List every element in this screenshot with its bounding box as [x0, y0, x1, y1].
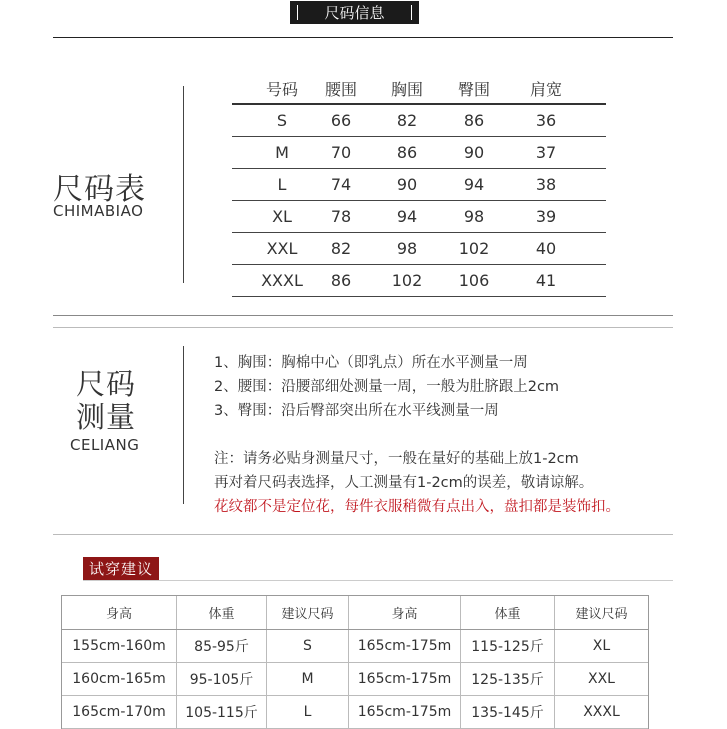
measure-title-line1: 尺码 [76, 367, 137, 401]
table-cell: 135-145斤 [460, 696, 554, 728]
table-header-cell: 体重 [176, 596, 266, 629]
table-cell: 36 [535, 111, 557, 130]
table-cell: 125-135斤 [460, 663, 554, 695]
table-row [232, 201, 606, 233]
table-cell: 160cm-165m [72, 671, 166, 687]
table-row [62, 630, 648, 663]
section-divider [53, 534, 673, 535]
section-divider [53, 327, 673, 328]
table-header-cell: 建议尺码 [554, 596, 648, 629]
table-header-cell: 肩宽 [529, 80, 562, 99]
table-cell: S [276, 111, 288, 130]
try-on-title: 试穿建议 [83, 557, 159, 580]
table-cell: 38 [535, 175, 557, 194]
table-cell: 90 [396, 175, 418, 194]
table-cell: S [266, 630, 348, 662]
table-row [232, 169, 606, 201]
table-cell: XXXL [554, 696, 648, 728]
table-header-cell: 建议尺码 [266, 596, 348, 629]
try-on-title-rule [83, 580, 673, 581]
measure-item: 3、臀围：沿后臀部突出所在水平线测量一周 [214, 403, 499, 419]
table-header-cell: 身高 [348, 596, 460, 629]
table-row [232, 265, 606, 297]
table-cell: XL [554, 630, 648, 662]
table-row [232, 233, 606, 265]
table-header-cell: 号码 [265, 80, 298, 99]
table-cell: 165cm-175m [348, 696, 460, 728]
table-cell: 106 [458, 271, 490, 290]
size-chart-vertical-rule [183, 86, 184, 283]
table-cell: XXL [554, 663, 648, 695]
table-cell: 102 [458, 239, 490, 258]
table-header-cell: 臀围 [457, 80, 490, 99]
measure-title [76, 368, 136, 434]
measure-note: 再对着尺码表选择，人工测量有1-2cm的误差，敬请谅解。 [214, 475, 594, 491]
table-cell: 41 [535, 271, 557, 290]
table-header-cell: 身高 [105, 607, 132, 622]
table-header-row [232, 74, 606, 105]
table-cell: 94 [396, 207, 418, 226]
table-cell: 37 [535, 143, 557, 162]
size-chart-table [232, 74, 606, 297]
table-cell: XXL [266, 239, 298, 258]
table-row [232, 137, 606, 169]
section-header-size-info [290, 1, 419, 24]
table-header-cell: 腰围 [324, 80, 357, 99]
table-cell: 105-115斤 [176, 696, 266, 728]
measure-subtitle: CELIANG [70, 436, 140, 454]
table-cell: 39 [535, 207, 557, 226]
table-header-row [62, 596, 648, 630]
table-cell: 86 [330, 271, 352, 290]
table-cell: 82 [396, 111, 418, 130]
table-cell: 95-105斤 [176, 663, 266, 695]
measure-note-warning: 花纹都不是定位花，每件衣服稍微有点出入，盘扣都是装饰扣。 [214, 499, 620, 515]
table-cell: 82 [330, 239, 352, 258]
size-chart-title: 尺码表 [53, 172, 146, 207]
table-cell: 70 [330, 143, 352, 162]
table-cell: 66 [330, 111, 352, 130]
measure-note: 注：请务必贴身测量尺寸，一般在量好的基础上放1-2cm [214, 451, 579, 467]
table-cell: 165cm-175m [348, 630, 460, 662]
table-cell: M [275, 143, 289, 162]
measure-item: 1、胸围：胸棉中心（即乳点）所在水平测量一周 [214, 355, 528, 371]
section-header-label: 尺码信息 [324, 4, 385, 22]
table-cell: 78 [330, 207, 352, 226]
table-row [62, 663, 648, 696]
table-cell: L [266, 696, 348, 728]
size-chart-subtitle: CHIMABIAO [53, 202, 144, 220]
table-cell: 115-125斤 [460, 630, 554, 662]
table-cell: 74 [330, 175, 352, 194]
table-cell: XXXL [261, 271, 303, 290]
table-header-cell: 体重 [460, 596, 554, 629]
table-cell: 94 [463, 175, 485, 194]
table-cell: 98 [463, 207, 485, 226]
table-row [232, 105, 606, 137]
table-cell: 86 [463, 111, 485, 130]
try-on-table [61, 595, 649, 729]
table-cell: 85-95斤 [176, 630, 266, 662]
table-cell: XL [272, 207, 292, 226]
header-rule [53, 37, 673, 38]
section-divider [53, 315, 673, 316]
table-cell: 90 [463, 143, 485, 162]
table-cell: 86 [396, 143, 418, 162]
table-cell: 165cm-175m [348, 663, 460, 695]
table-cell: 98 [396, 239, 418, 258]
measure-item: 2、腰围：沿腰部细处测量一周，一般为肚脐跟上2cm [214, 379, 560, 395]
table-row [62, 696, 648, 729]
table-cell: 102 [391, 271, 423, 290]
table-cell: L [277, 175, 287, 194]
measure-vertical-rule [183, 346, 184, 504]
table-cell: 155cm-160m [72, 638, 166, 654]
table-cell: 40 [535, 239, 557, 258]
table-cell: M [266, 663, 348, 695]
table-cell: 165cm-170m [72, 704, 166, 720]
table-header-cell: 胸围 [390, 80, 423, 99]
measure-title-line2: 测量 [76, 400, 137, 434]
